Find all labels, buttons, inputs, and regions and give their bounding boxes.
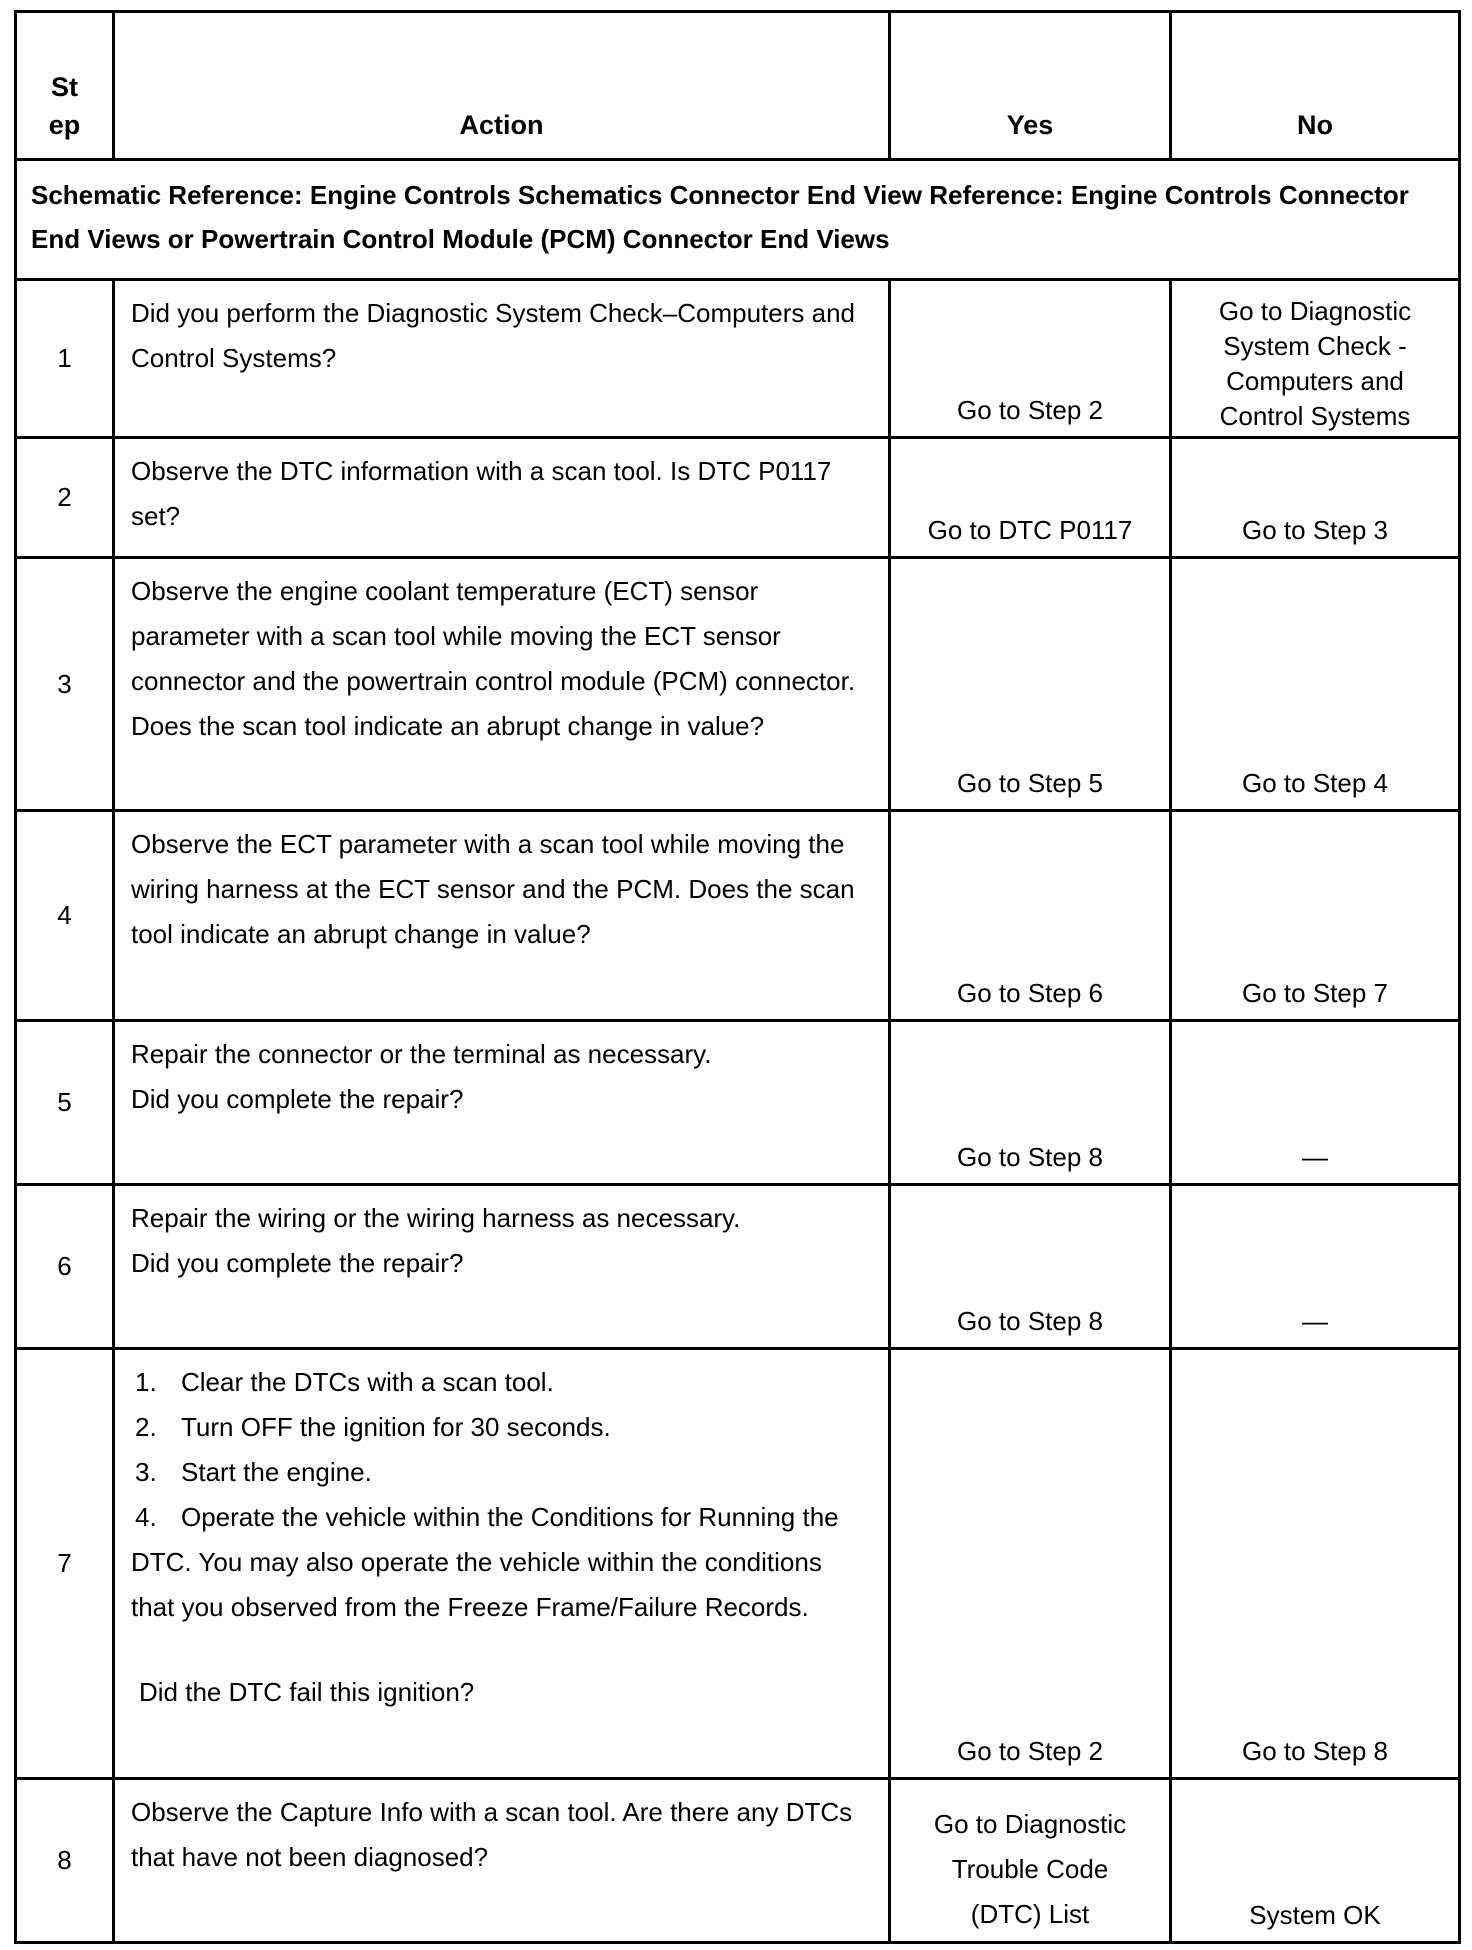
table-row [16, 1349, 1460, 1779]
step-number: 2 [16, 438, 114, 558]
no-result: Go to Step 3 [1171, 438, 1460, 558]
header-action: Action [114, 12, 890, 160]
no-result: Go to Step 8 [1171, 1349, 1460, 1779]
list-item: 4. Operate the vehicle within the Conditions for Running the DTC. You may also operate the vehicle within the conditions that you observed from the Freeze Frame/Failure Records. [131, 1502, 839, 1622]
header-step: St ep [16, 12, 114, 160]
step-number: 4 [16, 811, 114, 1021]
table-row [16, 1779, 1460, 1943]
action-line: Did you complete the repair? [131, 1084, 464, 1114]
no-result: System OK [1171, 1779, 1460, 1943]
step-number: 7 [16, 1349, 114, 1779]
header-row [16, 12, 1460, 160]
yes-result: Go to DTC P0117 [890, 438, 1171, 558]
action-text [114, 1021, 890, 1185]
list-item: 1. Clear the DTCs with a scan tool. [135, 1367, 554, 1397]
table-row [16, 558, 1460, 811]
table-row [16, 438, 1460, 558]
action-text: Observe the engine coolant temperature (ECT) sensor parameter with a scan tool while moving the ECT sensor connector and the powertrain control module (PCM) connector. Does the scan tool indicate an abrupt change in value? [114, 558, 890, 811]
no-result: — [1171, 1185, 1460, 1349]
step-question: Did the DTC fail this ignition? [139, 1677, 475, 1707]
step-number: 1 [16, 280, 114, 438]
reference-row [16, 160, 1460, 280]
action-text [114, 1349, 890, 1779]
action-text: Did you perform the Diagnostic System Check–Computers and Control Systems? [114, 280, 890, 438]
action-text [114, 1185, 890, 1349]
yes-result: Go to Step 8 [890, 1021, 1171, 1185]
action-line: Repair the connector or the terminal as necessary. [131, 1039, 712, 1069]
yes-result: Go to Step 8 [890, 1185, 1171, 1349]
yes-result: Go to Step 6 [890, 811, 1171, 1021]
schematic-reference: Schematic Reference: Engine Controls Schematics Connector End View Reference: Engine Controls Connector End Views or Powertrain Control Module (PCM) Connector End Views [16, 160, 1460, 280]
header-yes: Yes [890, 12, 1171, 160]
action-line: Repair the wiring or the wiring harness as necessary. [131, 1203, 741, 1233]
action-line: Did you complete the repair? [131, 1248, 464, 1278]
list-item: 2. Turn OFF the ignition for 30 seconds. [135, 1412, 611, 1442]
numbered-list [131, 1360, 872, 1630]
table-row [16, 1021, 1460, 1185]
yes-result: Go to Step 2 [890, 280, 1171, 438]
step-number: 5 [16, 1021, 114, 1185]
header-no: No [1171, 12, 1460, 160]
action-text: Observe the DTC information with a scan tool. Is DTC P0117 set? [114, 438, 890, 558]
diagnostic-table [14, 10, 1461, 1944]
yes-result: Go to Diagnostic Trouble Code (DTC) List [890, 1779, 1171, 1943]
yes-result: Go to Step 2 [890, 1349, 1171, 1779]
no-result: Go to Diagnostic System Check - Computers and Control Systems [1171, 280, 1460, 438]
list-item: 3. Start the engine. [135, 1457, 372, 1487]
step-number: 8 [16, 1779, 114, 1943]
action-text: Observe the Capture Info with a scan tool. Are there any DTCs that have not been diagnosed? [114, 1779, 890, 1943]
no-result: — [1171, 1021, 1460, 1185]
action-text: Observe the ECT parameter with a scan tool while moving the wiring harness at the ECT sensor and the PCM. Does the scan tool indicate an abrupt change in value? [114, 811, 890, 1021]
step-number: 6 [16, 1185, 114, 1349]
no-result: Go to Step 7 [1171, 811, 1460, 1021]
no-result: Go to Step 4 [1171, 558, 1460, 811]
step-number: 3 [16, 558, 114, 811]
table-row [16, 811, 1460, 1021]
yes-result: Go to Step 5 [890, 558, 1171, 811]
table-row [16, 280, 1460, 438]
table-row [16, 1185, 1460, 1349]
